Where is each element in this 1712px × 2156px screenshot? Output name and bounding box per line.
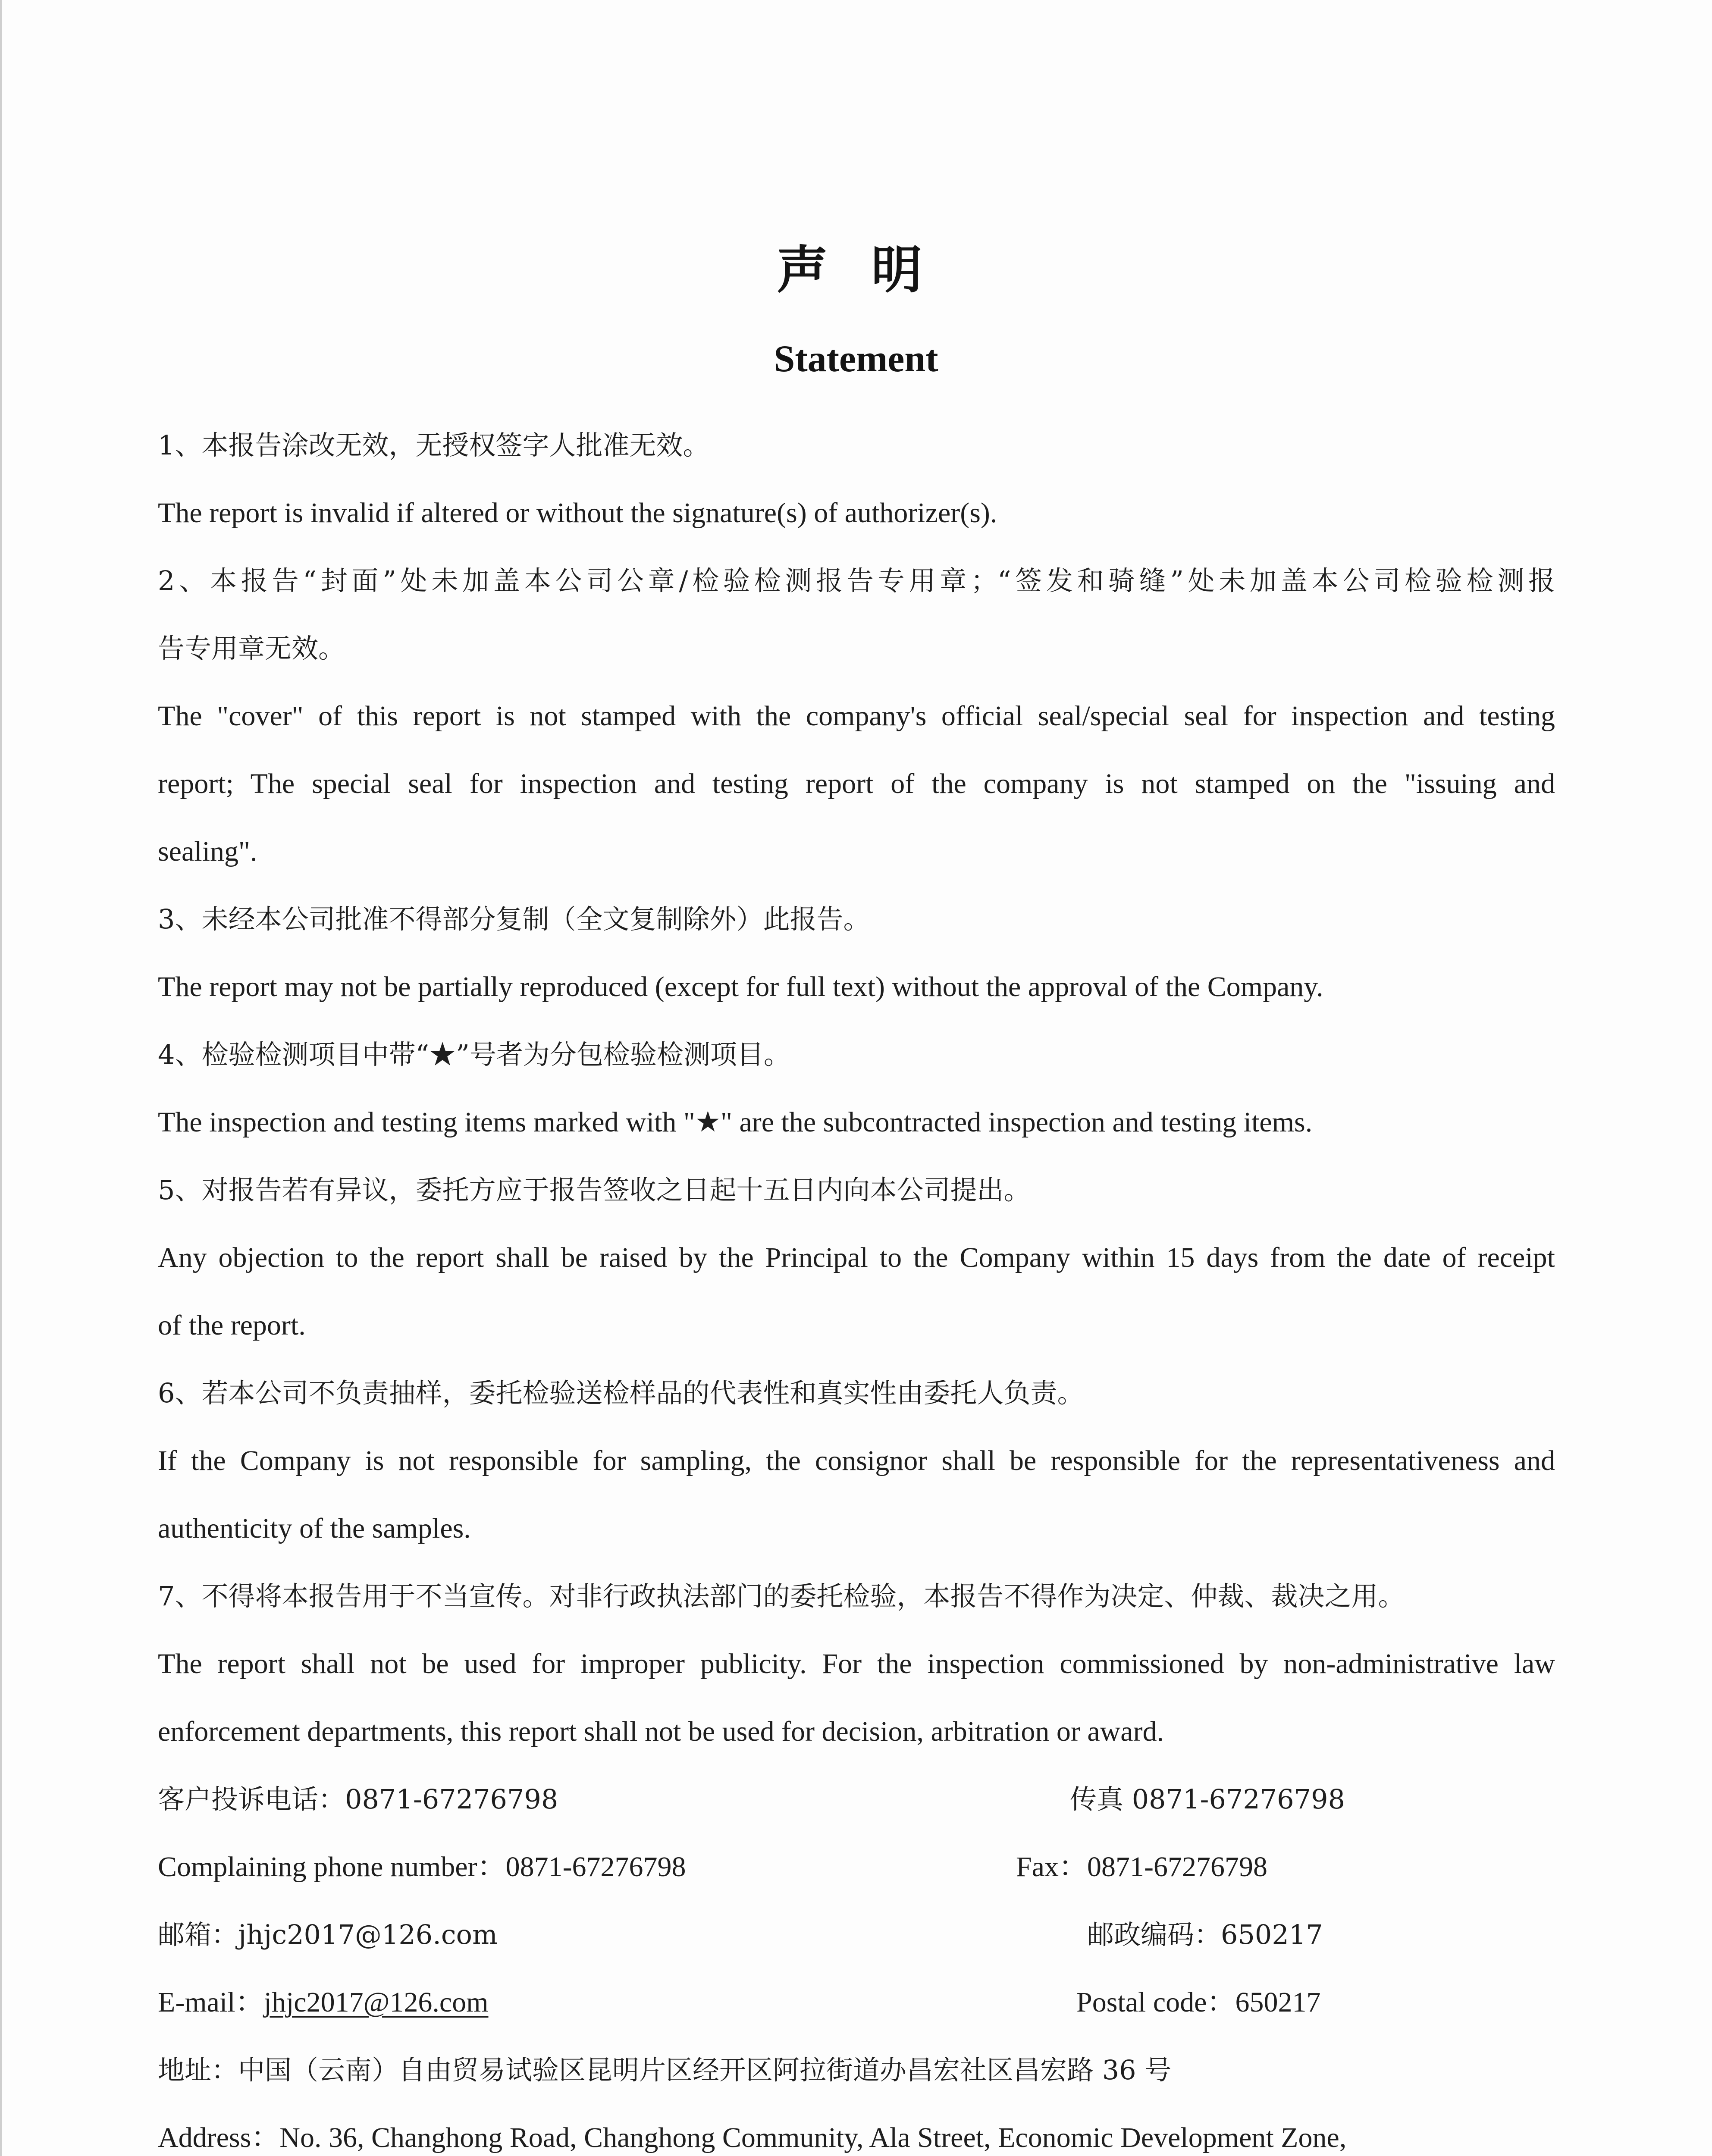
address-en-line-1: Address：No. 36, Changhong Road, Changhong Community, Ala Street, Economic Development Zone, bbox=[158, 2122, 1347, 2153]
fax-cn: 传真 0871-67276798 bbox=[1070, 1783, 1345, 1815]
complaint-phone-en: Complaining phone number：0871-67276798 bbox=[158, 1851, 686, 1883]
item-7-en-line-2: enforcement departments, this report shall not be used for decision, arbitration or award. bbox=[158, 1716, 1164, 1747]
email-en bbox=[158, 1977, 489, 2027]
item-2-en-line-1: The "cover" of this report is not stamped with the company's official seal/special seal for inspection and testing bbox=[158, 700, 1555, 732]
item-7-en-line-1: The report shall not be used for improper publicity. For the inspection commissioned by non-administrative law bbox=[158, 1648, 1555, 1680]
scan-edge bbox=[0, 0, 2, 2156]
complaint-phone-cn: 客户投诉电话：0871-67276798 bbox=[158, 1783, 558, 1815]
item-2-cn-line-1: 2、本报告“封面”处未加盖本公司公章/检验检测报告专用章；“签发和骑缝”处未加盖本公司检验检测报 bbox=[158, 565, 1555, 596]
item-2-en-line-2: report; The special seal for inspection and testing report of the company is not stamped on the "issuing and bbox=[158, 768, 1555, 799]
contact-row-phone-en bbox=[158, 1842, 1555, 1910]
item-3-en: The report may not be partially reproduced (except for full text) without the approval of the Company. bbox=[158, 971, 1323, 1003]
contact-row-phone-cn bbox=[158, 1774, 1555, 1842]
address-cn: 地址：中国（云南）自由贸易试验区昆明片区经开区阿拉街道办昌宏社区昌宏路 36 号 bbox=[158, 2054, 1172, 2086]
item-4-cn: 4、检验检测项目中带“★”号者为分包检验检测项目。 bbox=[158, 1039, 790, 1070]
fax-en: Fax：0871-67276798 bbox=[1016, 1851, 1267, 1883]
postal-code-cn: 邮政编码：650217 bbox=[1087, 1919, 1323, 1950]
postal-code-en: Postal code：650217 bbox=[1076, 1987, 1321, 2018]
item-4-en: The inspection and testing items marked with "★" are the subcontracted inspection and testing items. bbox=[158, 1106, 1313, 1138]
item-1-cn: 1、本报告涂改无效，无授权签字人批准无效。 bbox=[158, 429, 710, 461]
item-2-en-line-3: sealing". bbox=[158, 836, 257, 867]
email-cn: 邮箱：jhjc2017@126.com bbox=[158, 1919, 498, 1950]
item-3-cn: 3、未经本公司批准不得部分复制（全文复制除外）此报告。 bbox=[158, 903, 870, 935]
title-chinese: 声 明 bbox=[777, 240, 935, 300]
item-1-en: The report is invalid if altered or without the signature(s) of authorizer(s). bbox=[158, 497, 997, 529]
email-link[interactable]: jhjc2017@126.com bbox=[263, 1987, 489, 2018]
item-5-en-line-2: of the report. bbox=[158, 1310, 306, 1341]
contact-row-email-en bbox=[158, 1977, 1555, 2045]
statement-body bbox=[158, 420, 1555, 2156]
item-2-cn-line-2: 告专用章无效。 bbox=[158, 633, 345, 664]
item-5-cn: 5、对报告若有异议，委托方应于报告签收之日起十五日内向本公司提出。 bbox=[158, 1174, 1031, 1206]
item-5-en-line-1: Any objection to the report shall be raised by the Principal to the Company within 15 days from the date of receipt bbox=[158, 1242, 1555, 1273]
email-en-label: E-mail： bbox=[158, 1987, 264, 2018]
item-7-cn: 7、不得将本报告用于不当宣传。对非行政执法部门的委托检验，本报告不得作为决定、仲裁、裁决之用。 bbox=[158, 1580, 1405, 1612]
item-6-en-line-1: If the Company is not responsible for sampling, the consignor shall be responsible for the representativeness and bbox=[158, 1445, 1555, 1476]
item-6-cn: 6、若本公司不负责抽样，委托检验送检样品的代表性和真实性由委托人负责。 bbox=[158, 1377, 1084, 1409]
item-6-en-line-2: authenticity of the samples. bbox=[158, 1513, 471, 1544]
contact-row-email-cn bbox=[158, 1910, 1555, 1977]
title-english: Statement bbox=[774, 338, 938, 380]
